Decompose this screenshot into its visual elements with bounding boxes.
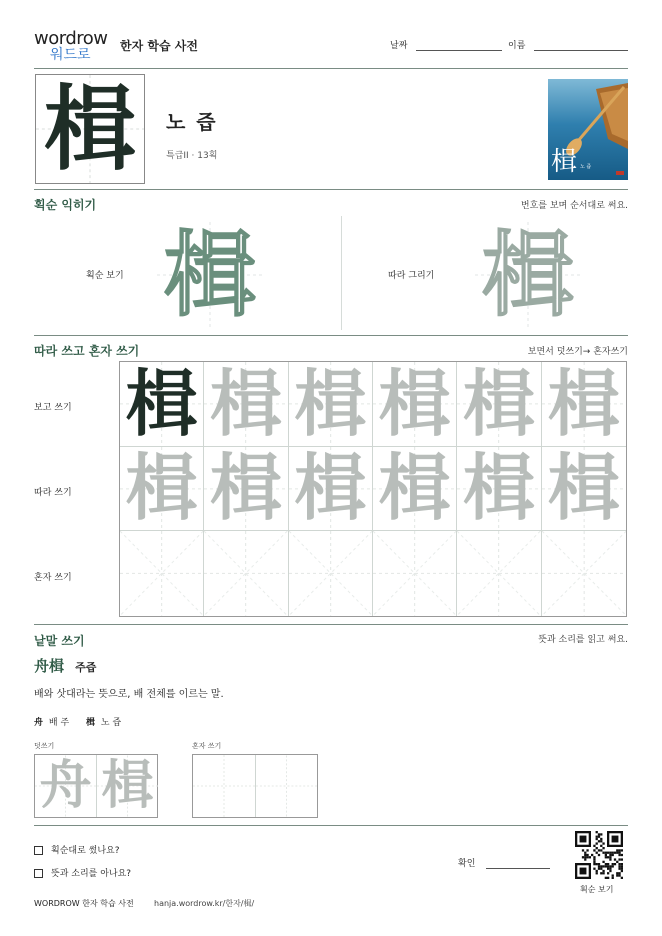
name-field[interactable]: [508, 38, 628, 51]
main-char: 楫: [43, 75, 136, 183]
word-trace-cell-2[interactable]: [97, 755, 158, 817]
row-label-trace: 따라 쓰기: [34, 488, 72, 498]
word-hanja: 舟楫: [34, 657, 65, 675]
cell-guide-lines: [204, 531, 287, 616]
practice-cell[interactable]: [120, 447, 204, 532]
cell-guide-lines: [542, 531, 626, 616]
qr-pattern: [575, 831, 623, 879]
row-label-solo: 혼자 쓰기: [34, 573, 72, 583]
cell-guide-lines: [457, 531, 540, 616]
stroke-column-divider: [341, 216, 342, 330]
trace-char: 楫: [462, 446, 535, 531]
section-divider-2: [34, 335, 628, 336]
word-trace-char-1: 舟: [39, 755, 92, 816]
practice-cell[interactable]: [457, 531, 541, 616]
qr-label: 획순 보기: [580, 885, 614, 894]
trace-char: 楫: [125, 446, 198, 531]
practice-cell[interactable]: [204, 531, 288, 616]
word-trace-cell-1[interactable]: [35, 755, 97, 817]
trace-char: 楫: [209, 362, 282, 446]
check1-label: 획순대로 썼나요?: [51, 846, 120, 856]
stroke-section-hint: 번호를 보며 순서대로 써요.: [520, 201, 628, 211]
checklist-item-2[interactable]: [34, 866, 131, 879]
cell-guide-lines: [289, 531, 372, 616]
trace-char: 楫: [378, 446, 451, 531]
trace-char: 楫: [209, 446, 282, 531]
thumb-caption: 노 즙: [580, 164, 592, 170]
word-heading: [34, 655, 96, 676]
practice-cell[interactable]: [373, 531, 457, 616]
practice-cell[interactable]: [289, 447, 373, 532]
stroke-trace-char: 楫: [481, 221, 574, 329]
practice-cell[interactable]: [542, 447, 626, 532]
check2-label: 뜻과 소리를 아나요?: [51, 869, 132, 879]
cell-guide: [193, 755, 255, 817]
practice-cell[interactable]: [204, 447, 288, 532]
footer-url[interactable]: hanja.wordrow.kr/한자/楫/: [154, 899, 255, 908]
checkbox-icon[interactable]: [34, 846, 43, 855]
practice-cell[interactable]: [204, 362, 288, 447]
trace-char: 楫: [378, 362, 451, 446]
word-trace-box[interactable]: [34, 754, 158, 818]
stroke-trace-panel[interactable]: [475, 222, 581, 328]
practice-section-title: 따라 쓰고 혼자 쓰기: [34, 344, 140, 358]
char-thumbnail: [548, 79, 628, 180]
char-reading: 노 즙: [166, 110, 218, 134]
practice-cell[interactable]: [542, 362, 626, 447]
practice-cell[interactable]: [542, 531, 626, 616]
part-gloss-2: 노 즙: [100, 718, 122, 728]
cell-guide-lines: [373, 531, 456, 616]
footer-brand: WORDROW 한자 학습 사전: [34, 899, 134, 908]
date-field[interactable]: [390, 38, 502, 51]
stroke-section-title: 획순 익히기: [34, 198, 97, 212]
word-solo-box[interactable]: [192, 754, 318, 818]
word-trace-label: 덧쓰기: [34, 742, 55, 750]
practice-cell[interactable]: [457, 362, 541, 447]
stroke-view-char: 楫: [163, 221, 256, 329]
trace-char: 楫: [294, 362, 367, 446]
practice-cell[interactable]: [120, 531, 204, 616]
practice-cell[interactable]: [373, 447, 457, 532]
stroke-trace-label: 따라 그리기: [388, 271, 435, 281]
thumb-badge: [616, 171, 624, 175]
checklist-item-1[interactable]: [34, 843, 120, 856]
date-label: 날짜: [390, 41, 408, 51]
word-solo-label: 혼자 쓰기: [192, 742, 222, 750]
word-parts: [34, 715, 121, 728]
practice-cell[interactable]: [120, 362, 204, 447]
main-char-box: [35, 74, 145, 184]
part-gloss-1: 배 주: [48, 718, 70, 728]
practice-cell[interactable]: [457, 447, 541, 532]
word-section-title: 낱말 쓰기: [34, 634, 85, 648]
row-label-view: 보고 쓰기: [34, 403, 72, 413]
trace-char: 楫: [547, 362, 620, 446]
word-definition: 배와 삿대라는 뜻으로, 배 전체를 이르는 말.: [34, 689, 224, 700]
practice-cell[interactable]: [289, 531, 373, 616]
practice-cell[interactable]: [373, 362, 457, 447]
trace-char: 楫: [462, 362, 535, 446]
stroke-view-panel[interactable]: [157, 222, 263, 328]
practice-cell[interactable]: [289, 362, 373, 447]
word-section-hint: 뜻과 소리를 읽고 써요.: [538, 635, 628, 645]
word-solo-cell-2[interactable]: [256, 755, 317, 817]
qr-code-icon[interactable]: [575, 831, 623, 879]
cell-guide: [256, 755, 317, 817]
logo: [34, 30, 114, 64]
app-title: 한자 학습 사전: [120, 39, 198, 53]
checkbox-icon[interactable]: [34, 869, 43, 878]
confirm-field[interactable]: [458, 856, 550, 869]
cell-guide-lines: [120, 531, 203, 616]
section-divider-1: [34, 189, 628, 190]
trace-char: 楫: [294, 446, 367, 531]
word-reading: 주즙: [75, 661, 97, 674]
word-trace-char-2: 楫: [101, 755, 154, 816]
thumb-char: 楫: [551, 147, 578, 177]
name-label: 이름: [508, 41, 526, 51]
stroke-view-label: 획순 보기: [86, 271, 124, 281]
model-char: 楫: [125, 362, 198, 446]
part-hanja-2: 楫: [86, 718, 96, 728]
logo-korean: 워드로: [50, 47, 91, 63]
practice-section-hint: 보면서 덧쓰기→ 혼자쓰기: [527, 347, 628, 357]
header-divider: [34, 68, 628, 69]
trace-char: 楫: [547, 446, 620, 531]
word-solo-cell-1[interactable]: [193, 755, 256, 817]
practice-grid[interactable]: [119, 361, 627, 617]
confirm-label: 확인: [458, 859, 476, 869]
char-meta: 특급II · 13획: [166, 151, 218, 161]
section-divider-3: [34, 624, 628, 625]
section-divider-4: [34, 825, 628, 826]
logo-wordmark: wordrow: [34, 28, 108, 49]
part-hanja-1: 舟: [34, 718, 44, 728]
